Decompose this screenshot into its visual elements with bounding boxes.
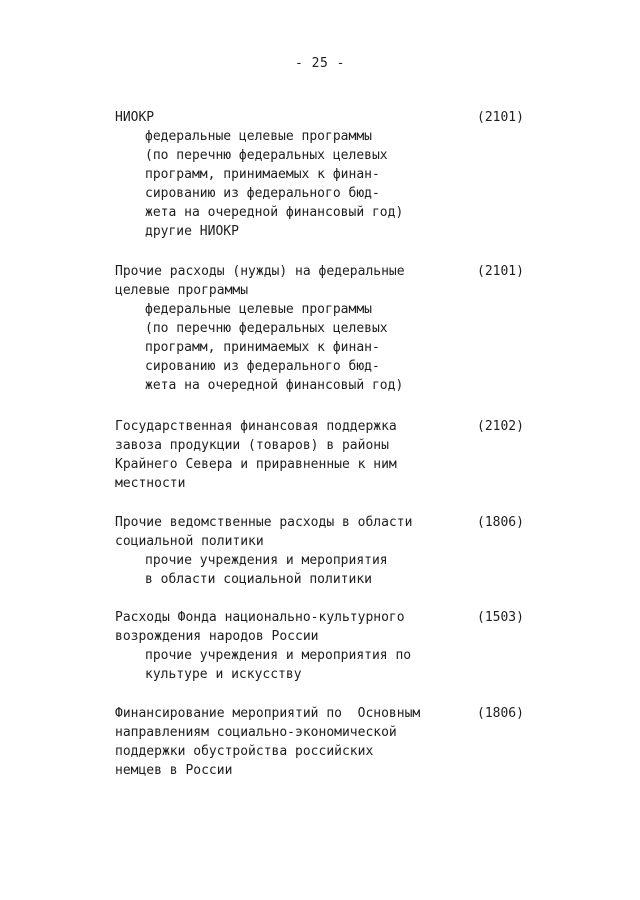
budget-entry-social-policy [115, 513, 525, 589]
entry-line: Государственная финансовая поддержка [115, 419, 397, 434]
entry-line: федеральные целевые программы [145, 129, 372, 144]
entry-line: другие НИОКР [145, 224, 239, 239]
entry-code: (2102) [477, 419, 524, 434]
entry-code: (1806) [477, 515, 524, 530]
page-number: - 25 - [295, 56, 345, 71]
entry-code: (1806) [477, 706, 524, 721]
budget-entry-german-resettlement [115, 704, 525, 780]
entry-line: Финансирование мероприятий по Основным [115, 706, 421, 721]
entry-line: Расходы Фонда национально-культурного [115, 610, 405, 625]
entry-line: культуре и искусству [145, 667, 302, 682]
entry-line: возрождения народов России [115, 629, 319, 644]
entry-line: (по перечню федеральных целевых [145, 321, 388, 336]
entry-line: поддержки обустройства российских [115, 744, 374, 759]
entry-line: целевые программы [115, 283, 249, 298]
entry-line: программ, принимаемых к финан- [145, 340, 380, 355]
entry-line: Крайнего Севера и приравненные к ним [115, 457, 397, 472]
entry-line: направлениям социально-экономической [115, 725, 397, 740]
entry-code: (2101) [477, 264, 524, 279]
budget-entry-niokr [115, 108, 525, 241]
entry-line: программ, принимаемых к финан- [145, 167, 380, 182]
entry-line: социальной политики [115, 534, 264, 549]
entry-line: местности [115, 476, 186, 491]
entry-line: жета на очередной финансовый год) [145, 205, 404, 220]
entry-code: (2101) [477, 110, 524, 125]
entry-line: жета на очередной финансовый год) [145, 378, 404, 393]
entry-line: сированию из федерального бюд- [145, 359, 380, 374]
entry-line: немцев в России [115, 763, 233, 778]
budget-entry-other-expenses [115, 262, 525, 395]
entry-line: НИОКР [115, 110, 155, 125]
entry-line: прочие учреждения и мероприятия [145, 553, 388, 568]
entry-line: Прочие ведомственные расходы в области [115, 515, 413, 530]
entry-line: прочие учреждения и мероприятия по [145, 648, 412, 663]
entry-line: (по перечню федеральных целевых [145, 148, 388, 163]
entry-code: (1503) [477, 610, 524, 625]
budget-entry-northern-support [115, 417, 525, 493]
entry-line: федеральные целевые программы [145, 302, 372, 317]
entry-line: Прочие расходы (нужды) на федеральные [115, 264, 405, 279]
entry-line: сированию из федерального бюд- [145, 186, 380, 201]
entry-line: в области социальной политики [145, 572, 372, 587]
budget-entry-cultural-fund [115, 608, 525, 684]
entry-line: завоза продукции (товаров) в районы [115, 438, 389, 453]
